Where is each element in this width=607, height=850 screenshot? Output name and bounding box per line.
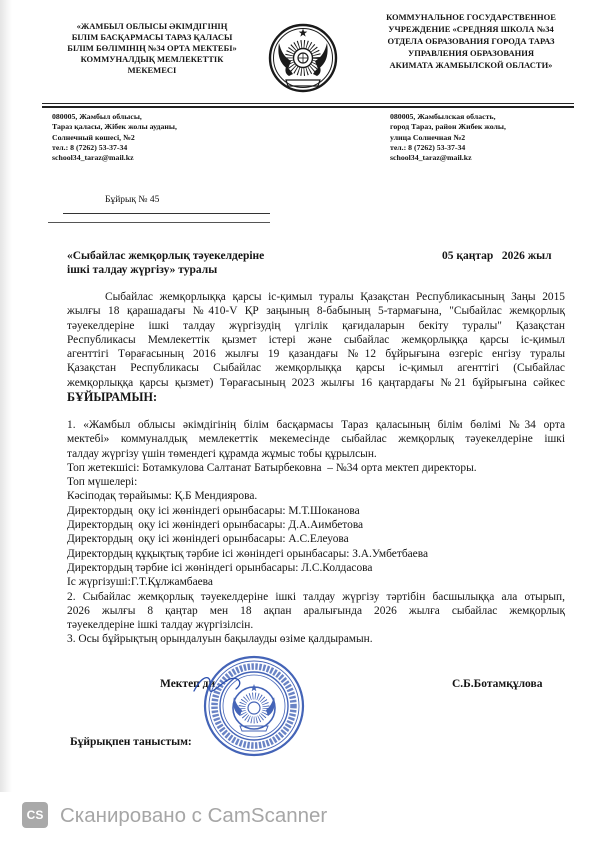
address-ru-line: город Тараз, район Жибек жолы, [390,122,506,132]
header-divider-thick [42,106,574,108]
emblem-star [299,29,308,37]
address-kz-phone: тел.: 8 (7262) 53-37-34 [52,142,128,152]
order-date: 05 қаңтар 2026 жыл [442,250,552,262]
stamp-emblem-center [248,702,260,714]
address-ru-line: улица Солнечная №2 [390,132,466,142]
preamble-line: тәуекелдеріне ішкі талдау жүргізудің үлгілік қағидаларын бекіту туралы" Қазақстан [67,319,565,332]
header-kz-line: МЕКЕМЕСІ [127,64,177,75]
address-kz-email: school34_taraz@mail.kz [52,153,134,163]
group-member: Іс жүргізуші:Г.Т.Құлжамбаева [67,576,213,589]
directive-heading: БҰЙЫРАМЫН: [67,390,158,405]
item-1-line: мектебі» коммуналдық мемлекеттік мекемесінде сыбайлас жемқорлық тәуекелдеріне ішкі [67,433,565,446]
scan-edge-shadow [0,0,12,792]
item-1-line: талдау жүргізу үшін төмендегі құрамда жұмыс тобы құрылсын. [67,447,377,460]
address-ru-line: 080005, Жамбылская область, [390,112,496,121]
order-body [67,290,565,647]
stamp-left-wing [233,697,242,716]
stamp-lettering-ring [215,667,294,746]
preamble-line: жемқорлыққа қарсы қызмет) Төрағасының 2023 жылғы 16 қаңтардағы №21 бұйрығына сәйкес [67,376,565,389]
emblem-right-wing [315,43,328,69]
header-kz-line: БІЛІМ БӨЛІМІНІҢ №34 ОРТА МЕКТЕБІ» [67,42,237,53]
group-leader: Топ жетекшісі: Ботамкулова Салтанат Батырбековна – №34 орта мектеп директоры. [67,461,477,474]
header-ru-line: УЧРЕЖДЕНИЕ «СРЕДНЯЯ ШКОЛА №34 [388,24,554,34]
stamp-emblem-star [250,684,258,691]
group-member: Директордың оқу ісі жөніндегі орынбасары: М.Т.Шоканова [67,504,360,517]
kazakhstan-state-emblem-icon [268,23,338,93]
address-kz [52,112,177,163]
order-number-underline-2 [48,222,270,223]
address-kz-line: Тараз қаласы, Жібек жолы ауданы, [52,122,177,132]
header-institution-kz [52,21,252,76]
address-ru-phone: тел.: 8 (7262) 53-37-34 [390,142,466,152]
preamble-line: жылғы 18 қарашадағы №410-V ҚР заңының 8-бабының 5-тармағына, "Сыбайлас жемқорлық [67,305,565,318]
group-member: Директордың оқу ісі жөніндегі орынбасары: Д.А.Аимбетова [67,519,364,532]
group-member: Директордың құқықтық тәрбие ісі жөніндегі орынбасары: З.А.Умбетбаева [67,547,429,560]
group-member: Директордың тәрбие ісі жөніндегі орынбасары: Л.С.Колдасова [67,561,373,574]
item-3-line: 3. Осы бұйрықтың орындалуын бақылауды өзіме қалдырамын. [67,633,373,646]
order-title [67,249,264,278]
item-2-line: 2026 жылғы 8 қаңтар мен 18 ақпан аралығында 2026 жылға сыбайлас жемқорлық [67,604,565,617]
header-kz-line: КОММУНАЛДЫҚ МЕМЛЕКЕТТІК [80,53,224,64]
group-member: Кәсіподақ төрайымы: Қ.Б Мендиярова. [67,490,258,503]
order-number-underline [63,213,270,214]
preamble-line: Республикасы Мемлекеттік қызмет істері және сыбайлас жемқорлыққа қарсы іс-қимыл [67,333,565,346]
emblem-svg [268,23,338,93]
order-number: Бұйрық № 45 [105,195,160,205]
header-divider-thin [42,103,574,104]
address-ru [390,112,506,163]
header-kz-line: БІЛІМ БАСҚАРМАСЫ ТАРАЗ ҚАЛАСЫ [71,31,233,42]
address-ru-email: school34_taraz@mail.kz [390,153,472,163]
stamp-emblem-rays [242,696,266,720]
group-member: Директордың оқу ісі жөніндегі орынбасары: А.С.Елеуова [67,533,349,546]
signatory-name: С.Б.Ботамқұлова [452,678,543,690]
preamble-line: Сыбайлас жемқорлыққа қарсы іс-қимыл туралы Қазақстан Республикасының Заңы 2015 [105,291,565,303]
header-ru-line: УПРАВЛЕНИЯ ОБРАЗОВАНИЯ [408,48,534,58]
order-title-line: ішкі талдау жүргізу» туралы [67,264,218,277]
header-institution-ru [360,11,582,71]
signatory-position: Мектеп ди [160,678,216,690]
header-kz-line: «ЖАМБЫЛ ОБЛЫСЫ ӘКІМДІГІНІҢ [76,21,228,31]
preamble-line: Қазақстан Республикасы Сыбайлас жемқорлыққа қарсы іс-қимыл агенттігі (Сыбайлас [67,362,565,375]
address-kz-line: 080005, Жамбыл облысы, [52,112,142,121]
header-ru-line: АКИМАТА ЖАМБЫЛСКОЙ ОБЛАСТИ» [389,60,553,70]
item-1-line: 1. «Жамбыл облысы әкімдігінің білім басқармасы Тараз қаласының білім бөлімі №34 орта [67,418,565,431]
acknowledgement-label: Бұйрықпен таныстым: [70,736,192,748]
header-ru-line: ОТДЕЛА ОБРАЗОВАНИЯ ГОРОДА ТАРАЗ [387,36,555,46]
stamp-second-ring [209,661,299,751]
round-seal-stamp-icon [200,652,308,760]
address-kz-line: Солнечный көшесі, №2 [52,132,135,142]
preamble-line: агенттігі Төрағасының 2016 жылғы 19 қазандағы №12 бұйрығына өзгеріс енгізу туралы [67,348,565,361]
header-ru-line: КОММУНАЛЬНОЕ ГОСУДАРСТВЕННОЕ [386,12,556,22]
item-2-line: тәуекелдеріне ішкі талдау жүргізілсін. [67,619,254,632]
camscanner-watermark: Сканировано с CamScanner [60,804,328,827]
order-title-line: «Сыбайлас жемқорлық тәуекелдеріне [67,250,265,262]
item-2-line: 2. Сыбайлас жемқорлық тәуекелдеріне ішкі талдау жүргізу тәртібін басшылыққа ала отырып, [67,590,565,603]
group-members-label: Топ мүшелері: [67,476,138,489]
camscanner-logo-icon: CS [22,802,48,828]
emblem-left-horse [285,67,293,76]
